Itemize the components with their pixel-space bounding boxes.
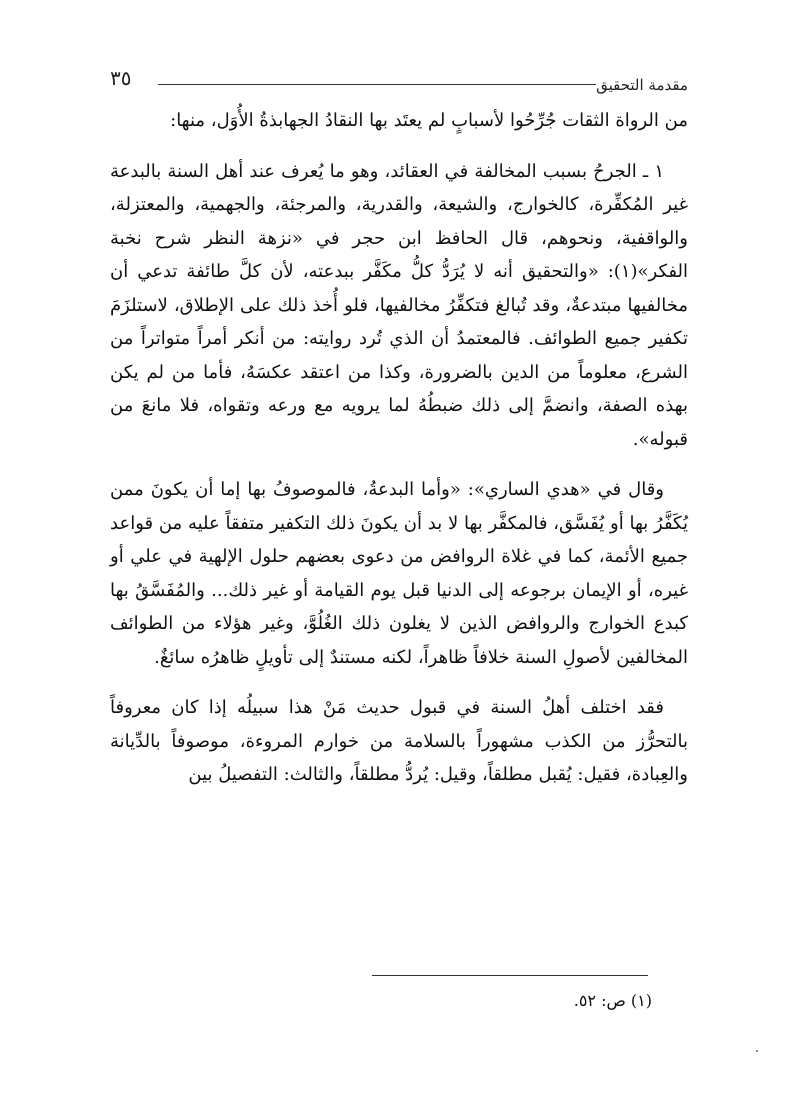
scan-speck: [756, 1050, 758, 1052]
paragraph-hady-sari: وقال في «هدي الساري»: «وأما البدعةُ، فالموصوفُ بها إما أن يكونَ ممن يُكَفَّرُ بها أو يُفَسَّق، فالمكفَّر بها لا بد أن يكونَ ذلك التكفير متفقاً عليه من قواعد جميع الأئمة، كما في غلاة الروافض من دعوى بعضهم حلول الإلهية في علي أو غيره، أو الإيمان برجوعه إلى الدنيا قبل يوم القيامة أو غير ذلك... والمُفَسَّقُ بها كبدع الخوارج والروافض الذين لا يغلون ذلك الغُلُوَّ، وغير هؤلاء من الطوائف المخالفين لأصولِ السنة خلافاً ظاهراً، لكنه مستندٌ إلى تأويلٍ ظاهرُه سائغٌ.: [110, 479, 688, 668]
running-title: مقدمة التحقيق: [596, 76, 688, 94]
paragraph-ahl-sunnah: فقد اختلف أهلُ السنة في قبول حديث مَنْ هذا سبيلُه إذا كان معروفاً بالتحرُّز من الكذب مشهوراً بالسلامة من خوارم المروءة، موصوفاً بالدِّيانة والعِبادة، فقيل: يُقبل مطلقاً، وقيل: يُردُّ مطلقاً، والثالث: التفصيلُ بين: [110, 697, 688, 785]
paragraph-intro: من الرواة الثقات جُرِّحُوا لأسبابٍ لم يعتَد بها النقادُ الجهابذةُ الأُوَل، منها:: [170, 110, 688, 131]
header-rule: [158, 84, 596, 85]
page-header: [110, 62, 688, 92]
page-number: ٣٥: [110, 66, 132, 90]
body-text: [110, 104, 688, 792]
footnote-rule: [372, 975, 648, 976]
footnote: (١) ص: ٥٢.: [573, 991, 652, 1010]
paragraph-item-1: ١ ـ الجرحُ بسبب المخالفة في العقائد، وهو ما يُعرف عند أهل السنة بالبدعة غير المُكفِّرة، كالخوارج، والشيعة، والقدرية، والمرجئة، والجهمية، والمعتزلة، والواقفية، ونحوهم، قال الحافظ ابن حجر في «نزهة النظر شرح نخبة الفكر»(١): «والتحقيق أنه لا يُرَدُّ كلُّ مكَفَّر ببدعته، لأن كلَّ طائفة تدعي أن مخالفيها مبتدعةٌ، وقد تُبالغ فتكفِّرُ مخالفيها، فلو أُخذ ذلك على الإطلاق، لاستلزَمَ تكفير جميع الطوائف. فالمعتمدُ أن الذي تُرد روايته: من أنكر أمراً متواتراً من الشرع، معلوماً من الدين بالضرورة، وكذا من اعتقد عكسَهُ، فأما من لم يكن بهذه الصفة، وانضمَّ إلى ذلك ضبطُهُ لما يرويه مع ورعه وتقواه، فلا مانعَ من قبوله».: [110, 160, 688, 450]
